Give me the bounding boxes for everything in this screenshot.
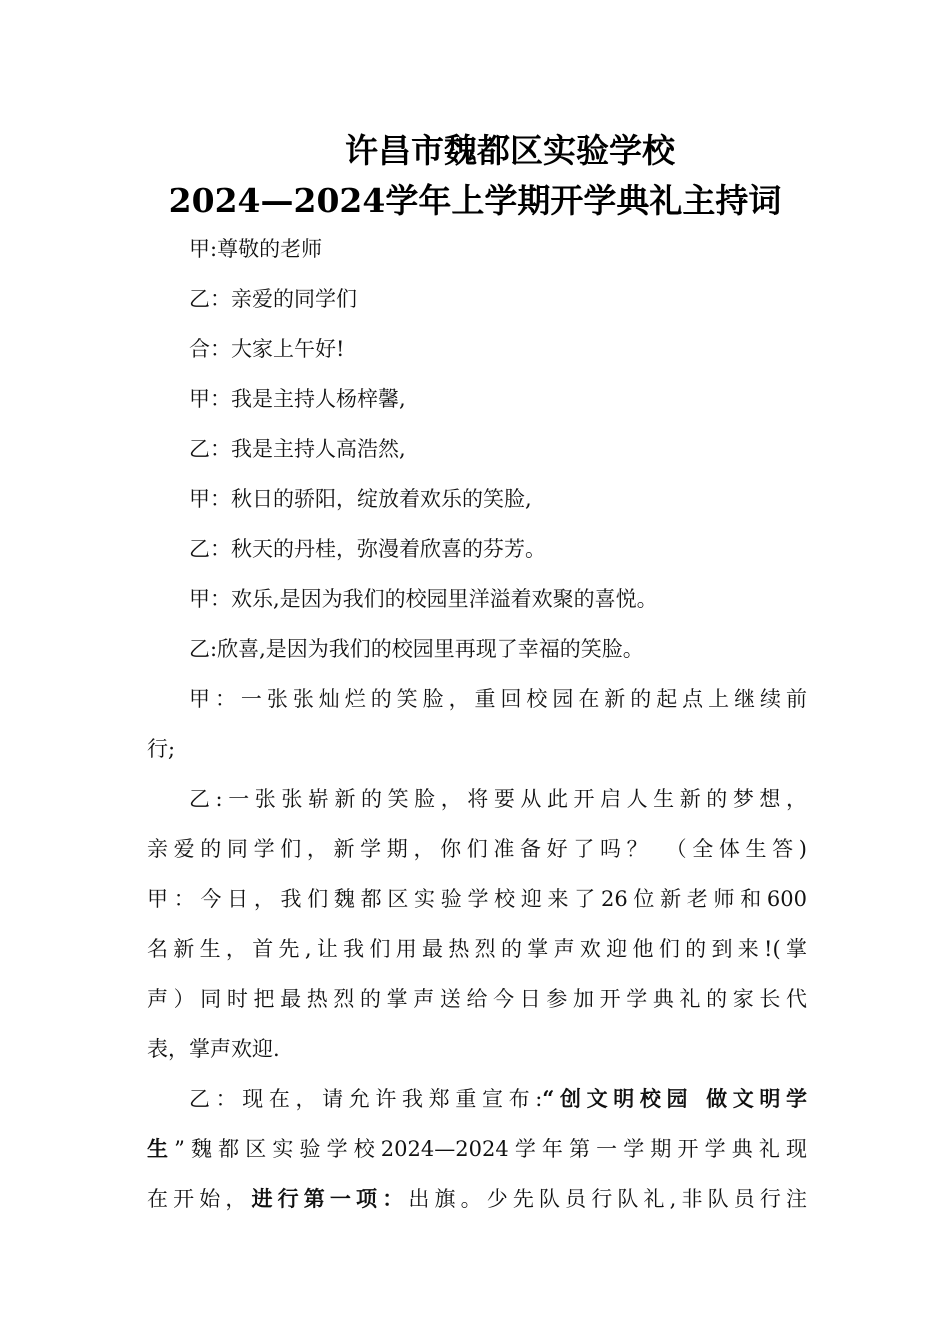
script-line: 甲:尊敬的老师 [189, 237, 323, 261]
script-line: 合：大家上午好! [189, 337, 345, 361]
announcement-line-2 [147, 1124, 807, 1174]
announcement-text: 出旗。少先队员行队礼,非队员行注 [408, 1187, 807, 1211]
script-line: 乙:欣喜,是因为我们的校园里再现了幸福的笑脸。 [189, 637, 644, 661]
script-line: 声）同时把最热烈的掌声送给今日参加开学典礼的家长代 [147, 987, 807, 1011]
announcement-text: 乙：现在，请允许我郑重宣布: [189, 1087, 543, 1111]
announcement-line-1 [147, 1074, 807, 1124]
script-line: 甲：一张张灿烂的笑脸，重回校园在新的起点上继续前 [189, 687, 807, 711]
agenda-item-label: 进行第一项： [251, 1186, 409, 1211]
document-body [147, 224, 807, 1224]
script-line: 行; [147, 737, 176, 761]
script-line: 乙：秋天的丹桂，弥漫着欣喜的芬芳。 [189, 537, 546, 561]
event-theme-text: “创文明校园 做文明学 [542, 1086, 807, 1111]
script-line: 表，掌声欢迎. [147, 1037, 280, 1061]
document-title-school: 许昌市魏都区实验学校 [345, 131, 675, 170]
script-line: 甲：今日，我们魏都区实验学校迎来了26位新老师和600 [147, 887, 807, 911]
script-line: 乙：亲爱的同学们 [189, 287, 357, 311]
announcement-text: 在开始， [147, 1187, 252, 1211]
script-line: 甲：欢乐,是因为我们的校园里洋溢着欢聚的喜悦。 [189, 587, 658, 611]
script-line: 名新生，首先,让我们用最热烈的掌声欢迎他们的到来!(掌 [147, 937, 807, 961]
event-theme-text: 生 [147, 1136, 175, 1161]
script-line: 乙:一张张崭新的笑脸，将要从此开启人生新的梦想， [189, 787, 807, 811]
script-line: 甲：秋日的骄阳，绽放着欢乐的笑脸, [189, 487, 532, 511]
script-line: 乙：我是主持人高浩然, [189, 437, 406, 461]
announcement-line-3 [147, 1174, 807, 1224]
script-line: 亲爱的同学们，新学期，你们准备好了吗？ （全体生答) [147, 837, 807, 861]
document-title-ceremony: 2024—2024学年上学期开学典礼主持词 [168, 181, 782, 220]
script-line: 甲：我是主持人杨梓馨, [189, 387, 406, 411]
announcement-text: ”魏都区实验学校2024—2024学年第一学期开学典礼现 [174, 1137, 807, 1161]
